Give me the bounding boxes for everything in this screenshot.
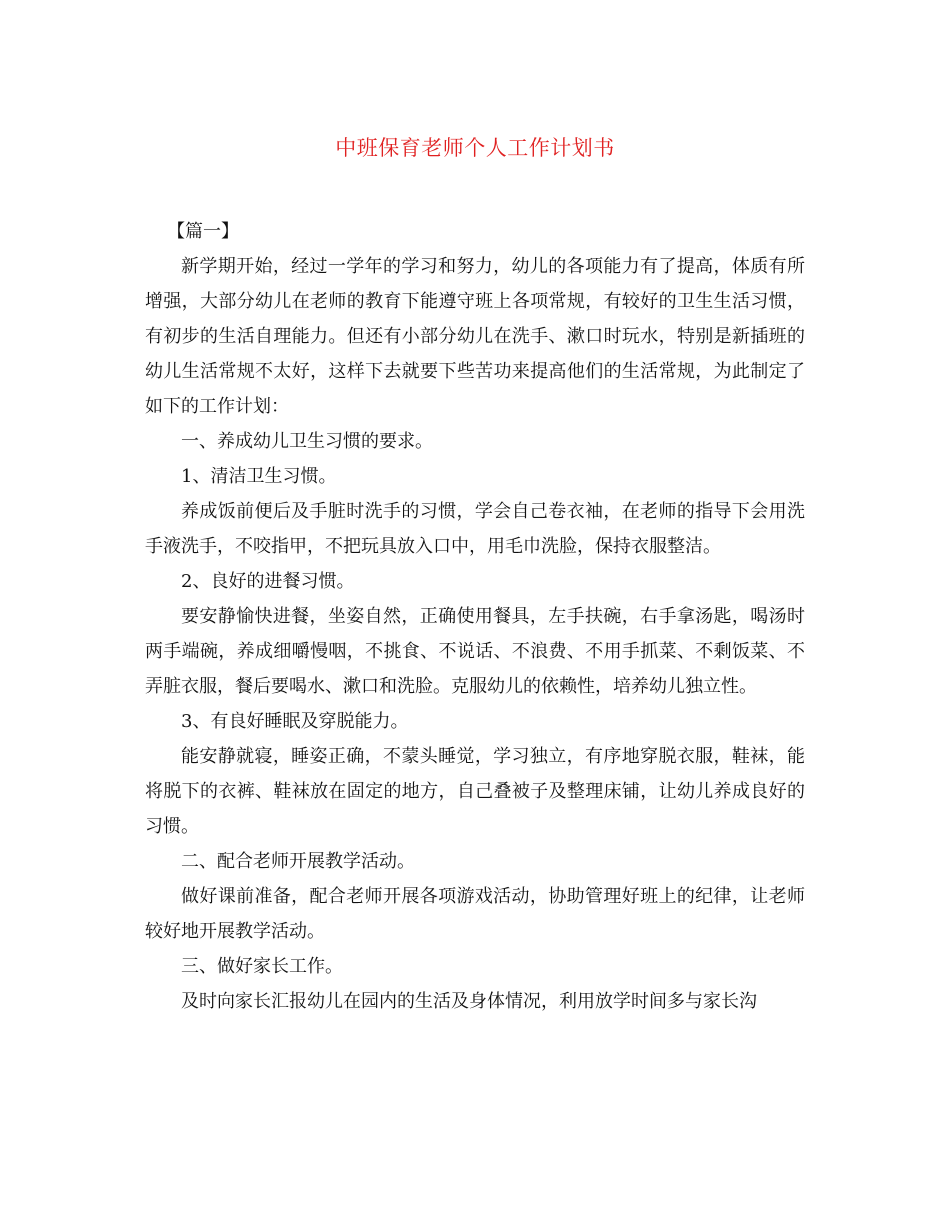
- document-body: [145, 214, 805, 1019]
- paragraph: 能安静就寝，睡姿正确，不蒙头睡觉，学习独立，有序地穿脱衣服，鞋袜，能将脱下的衣裤、鞋袜放在固定的地方，自己叠被子及整理床铺，让幼儿养成良好的习惯。: [145, 746, 805, 837]
- section-marker: 【篇一】: [167, 221, 239, 242]
- paragraph: 三、做好家长工作。: [181, 956, 343, 977]
- paragraph: 2、良好的进餐习惯。: [181, 571, 355, 592]
- paragraph: 二、配合老师开展教学活动。: [181, 851, 415, 872]
- paragraph: 新学期开始，经过一学年的学习和努力，幼儿的各项能力有了提高，体质有所增强，大部分幼儿在老师的教育下能遵守班上各项常规，有较好的卫生生活习惯，有初步的生活自理能力。但还有小部分幼儿在洗手、漱口时玩水，特别是新插班的幼儿生活常规不太好，这样下去就要下些苦功来提高他们的生活常规，为此制定了如下的工作计划：: [145, 256, 805, 417]
- document-title: 中班保育老师个人工作计划书: [335, 136, 615, 160]
- paragraph: 做好课前准备，配合老师开展各项游戏活动，协助管理好班上的纪律，让老师较好地开展教学活动。: [145, 886, 805, 942]
- paragraph: 一、养成幼儿卫生习惯的要求。: [181, 431, 433, 452]
- paragraph: 养成饭前便后及手脏时洗手的习惯，学会自己卷衣袖，在老师的指导下会用洗手液洗手，不咬指甲，不把玩具放入口中，用毛巾洗脸，保持衣服整洁。: [145, 501, 805, 557]
- paragraph: 3、有良好睡眠及穿脱能力。: [181, 711, 409, 732]
- paragraph: 1、清洁卫生习惯。: [181, 466, 337, 487]
- paragraph: 要安静愉快进餐，坐姿自然，正确使用餐具，左手扶碗，右手拿汤匙，喝汤时两手端碗，养成细嚼慢咽，不挑食、不说话、不浪费、不用手抓菜、不剩饭菜、不弄脏衣服，餐后要喝水、漱口和洗脸。克服幼儿的依赖性，培养幼儿独立性。: [145, 606, 805, 697]
- paragraph: 及时向家长汇报幼儿在园内的生活及身体情况，利用放学时间多与家长沟: [181, 991, 757, 1012]
